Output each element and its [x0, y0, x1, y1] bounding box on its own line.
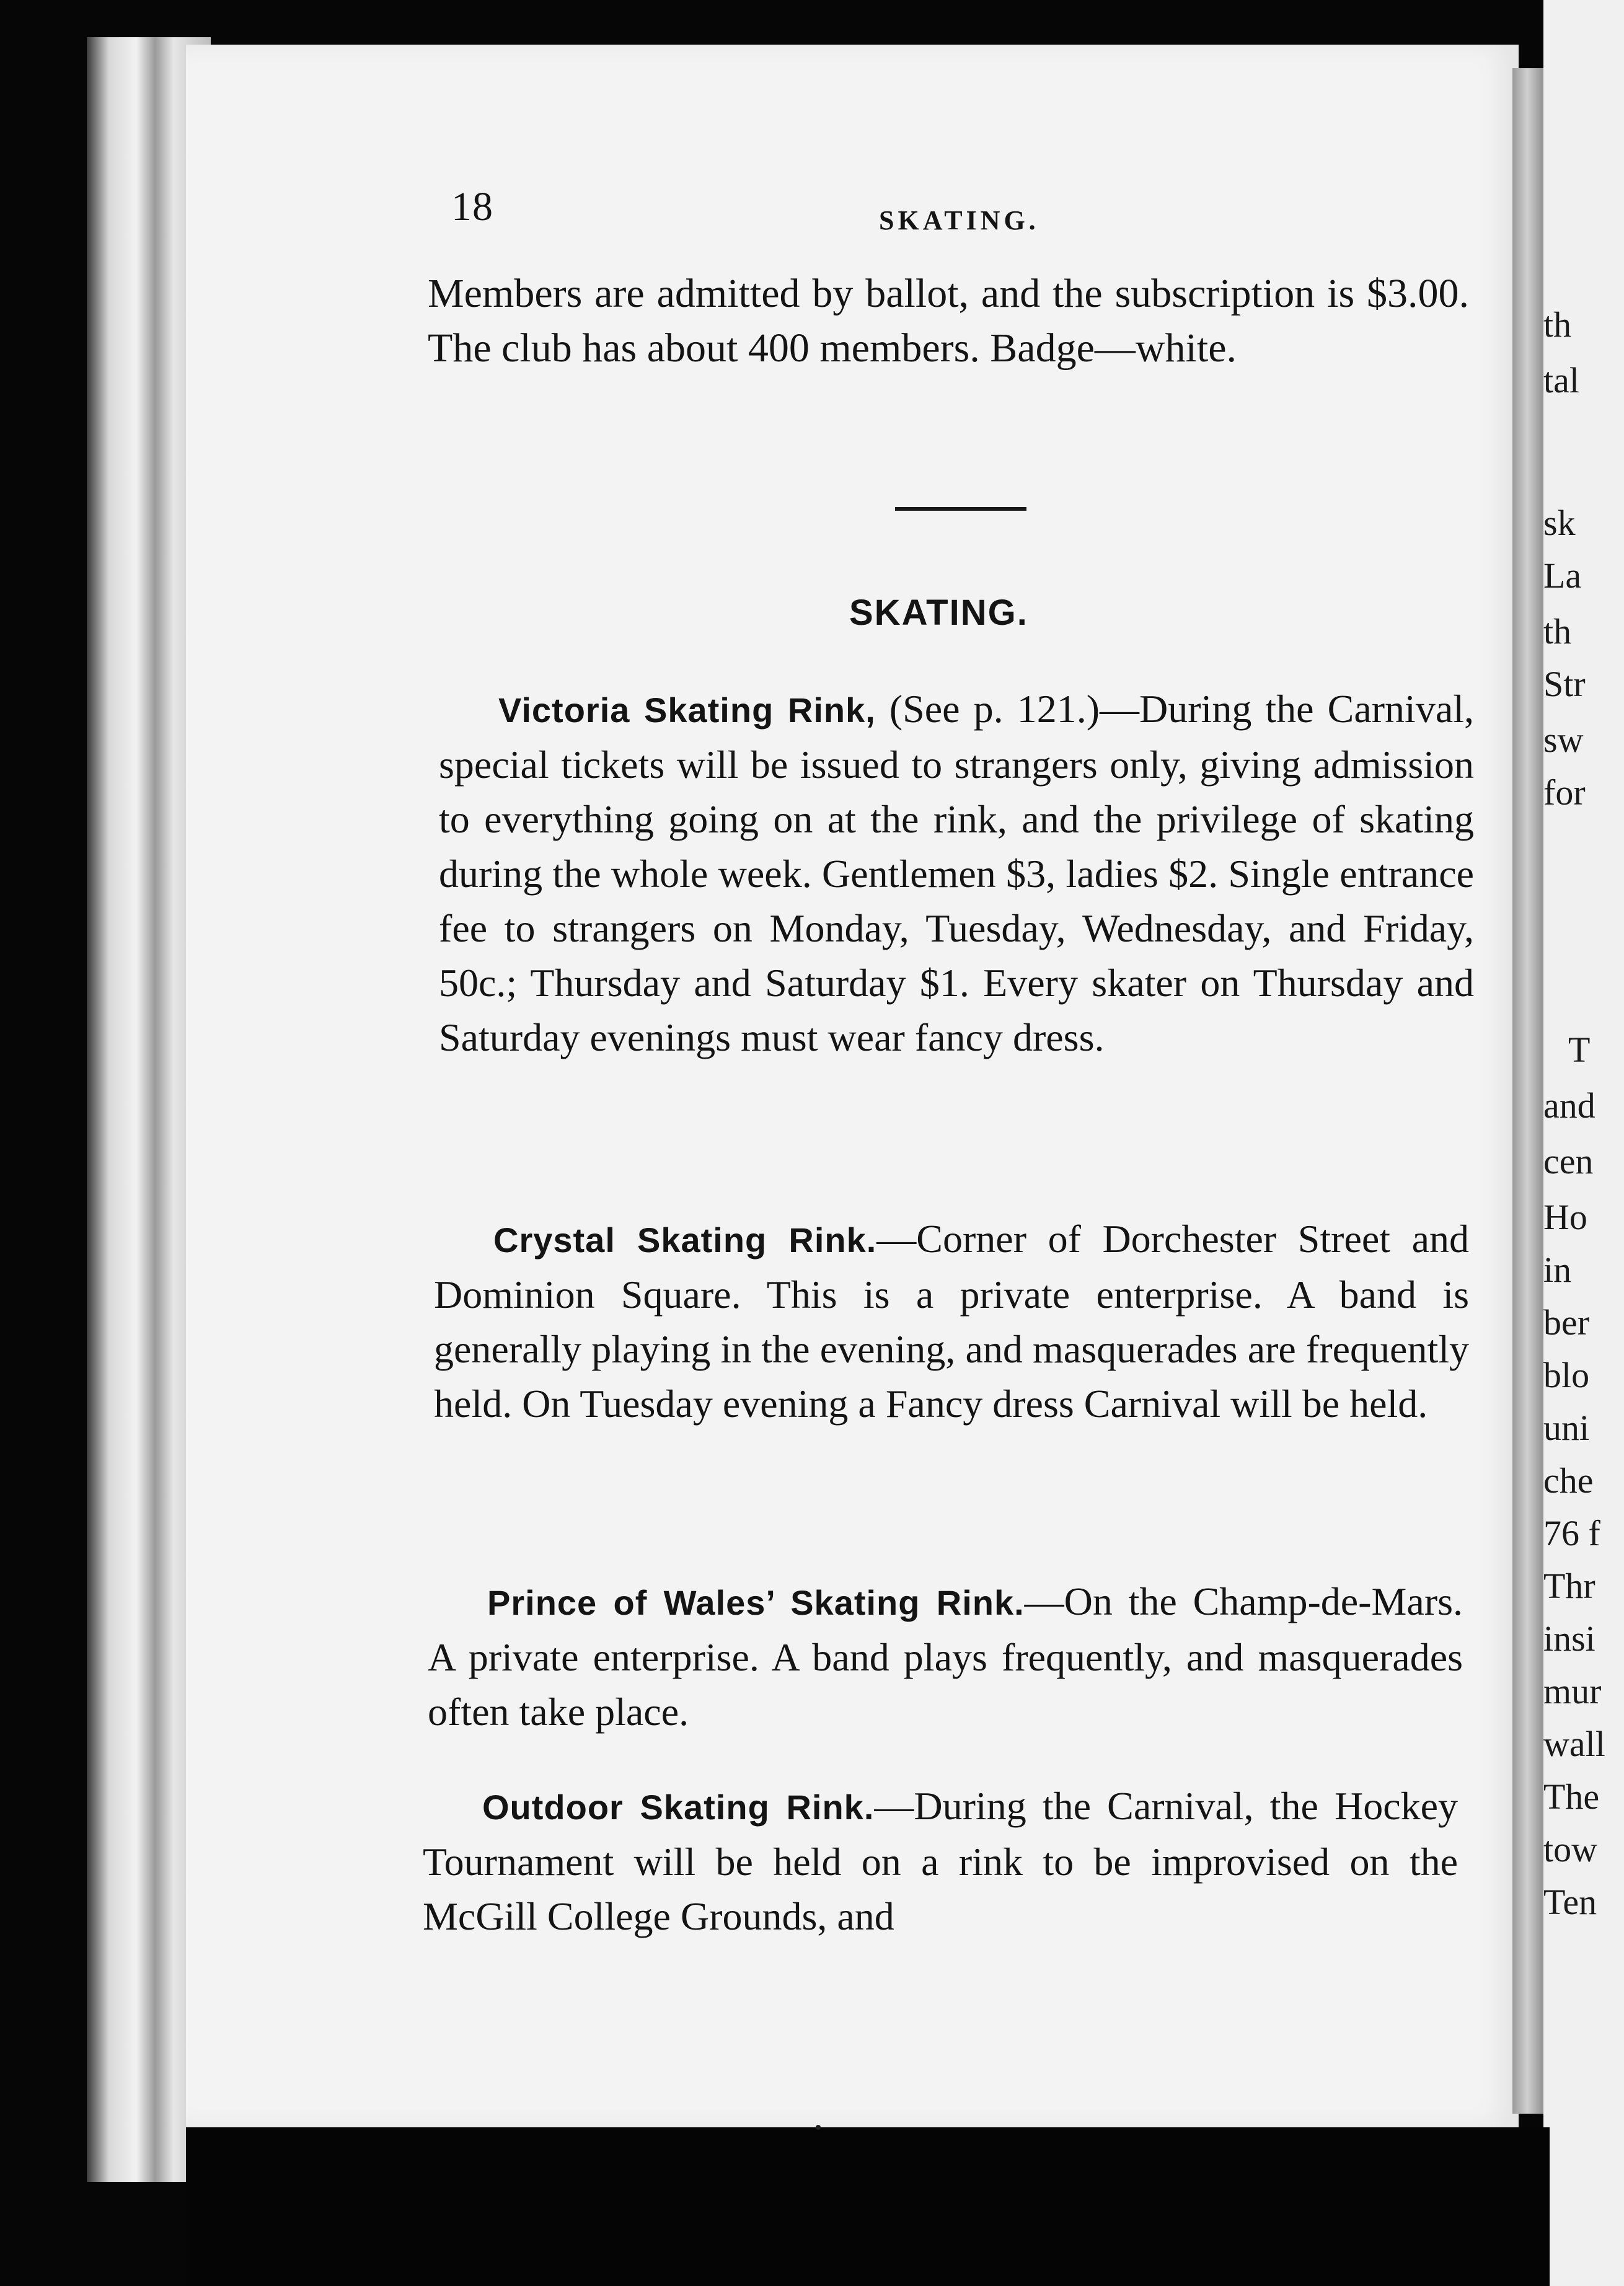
entry-prince-of-wales-skating-rink — [428, 1574, 1463, 1739]
facing-page-fragment: for — [1543, 772, 1586, 813]
entry-victoria-skating-rink — [439, 682, 1474, 1065]
facing-page-fragment: tow — [1543, 1829, 1597, 1869]
entry-body: —Corner of Dorchester Street and Dominion Square. This is a private enterprise. A band is generally playing in the evening, and masquerades are frequently held. On Tuesday evening a Fancy dress Carnival will be held. — [434, 1217, 1470, 1426]
facing-page-fragment: insi — [1543, 1618, 1595, 1659]
entry-title: Victoria Skating Rink, — [498, 691, 876, 730]
entry-body: —On the Champ-de-Mars. A private enterprise. A band plays frequently, and masquerades often take place. — [428, 1579, 1463, 1734]
section-heading: SKATING. — [849, 593, 1028, 633]
facing-page-fragment: uni — [1543, 1408, 1590, 1448]
facing-page-fragment: La — [1543, 555, 1582, 596]
entry-outdoor-skating-rink — [423, 1779, 1458, 1944]
entry-title: Crystal Skating Rink. — [493, 1220, 877, 1260]
facing-page — [1543, 0, 1624, 2286]
club-paragraph-text: Members are admitted by ballot, and the subscription is $3.00. The club has about 400 members. Badge—white. — [428, 271, 1469, 371]
facing-page-fragment: The — [1543, 1776, 1600, 1817]
facing-page-fragment: cen — [1543, 1141, 1594, 1181]
facing-page-fragment: mur — [1543, 1671, 1602, 1711]
facing-page-fragment: and — [1543, 1085, 1595, 1126]
facing-page-fragment: sw — [1543, 720, 1584, 760]
facing-page-fragment: Ten — [1543, 1882, 1597, 1922]
facing-page-fragment: wall — [1543, 1724, 1605, 1764]
entry-body: —During the Carnival, the Hockey Tournament will be held on a rink to be improvised on the McGill College Grounds, and — [423, 1784, 1459, 1938]
club-paragraph — [428, 267, 1469, 376]
facing-page-fragment: th — [1543, 304, 1572, 345]
facing-page-fragment: 76 f — [1543, 1513, 1600, 1553]
running-head: SKATING. — [879, 205, 1039, 236]
entry-title: Prince of Wales’ Skating Rink. — [487, 1583, 1025, 1622]
facing-page-fragment: in — [1543, 1250, 1572, 1290]
entry-title: Outdoor Skating Rink. — [482, 1788, 875, 1827]
section-divider — [895, 507, 1026, 511]
facing-page-fragment: ber — [1543, 1302, 1590, 1343]
facing-page-fragment: Thr — [1543, 1566, 1595, 1606]
bottom-shadow — [186, 2127, 1550, 2286]
facing-page-fragment: T — [1568, 1030, 1591, 1070]
facing-page-fragment: Ho — [1543, 1197, 1587, 1237]
facing-page-fragment: sk — [1543, 503, 1576, 543]
facing-page-fragment: che — [1543, 1460, 1594, 1501]
facing-page-fragment: blo — [1543, 1355, 1590, 1395]
entry-crystal-skating-rink — [434, 1212, 1469, 1431]
facing-page-fragment: tal — [1543, 360, 1579, 400]
page-speck — [816, 2125, 821, 2130]
facing-page-fragment: Str — [1543, 664, 1586, 704]
entry-body: (See p. 121.)—During the Carnival, special tickets will be issued to strangers only, giving admission to everything going on at the rink, and the privilege of skating during the whole week. Gentlemen $3, ladies $2. Single entrance fee to strangers on Monday, Tuesday, Wednesday, and Friday, 50c.; Thursday and Saturday $1. Every skater on Thursday and Saturday evenings must wear fancy dress. — [439, 687, 1475, 1059]
facing-page-fragment: th — [1543, 611, 1572, 651]
page-number: 18 — [451, 184, 493, 229]
